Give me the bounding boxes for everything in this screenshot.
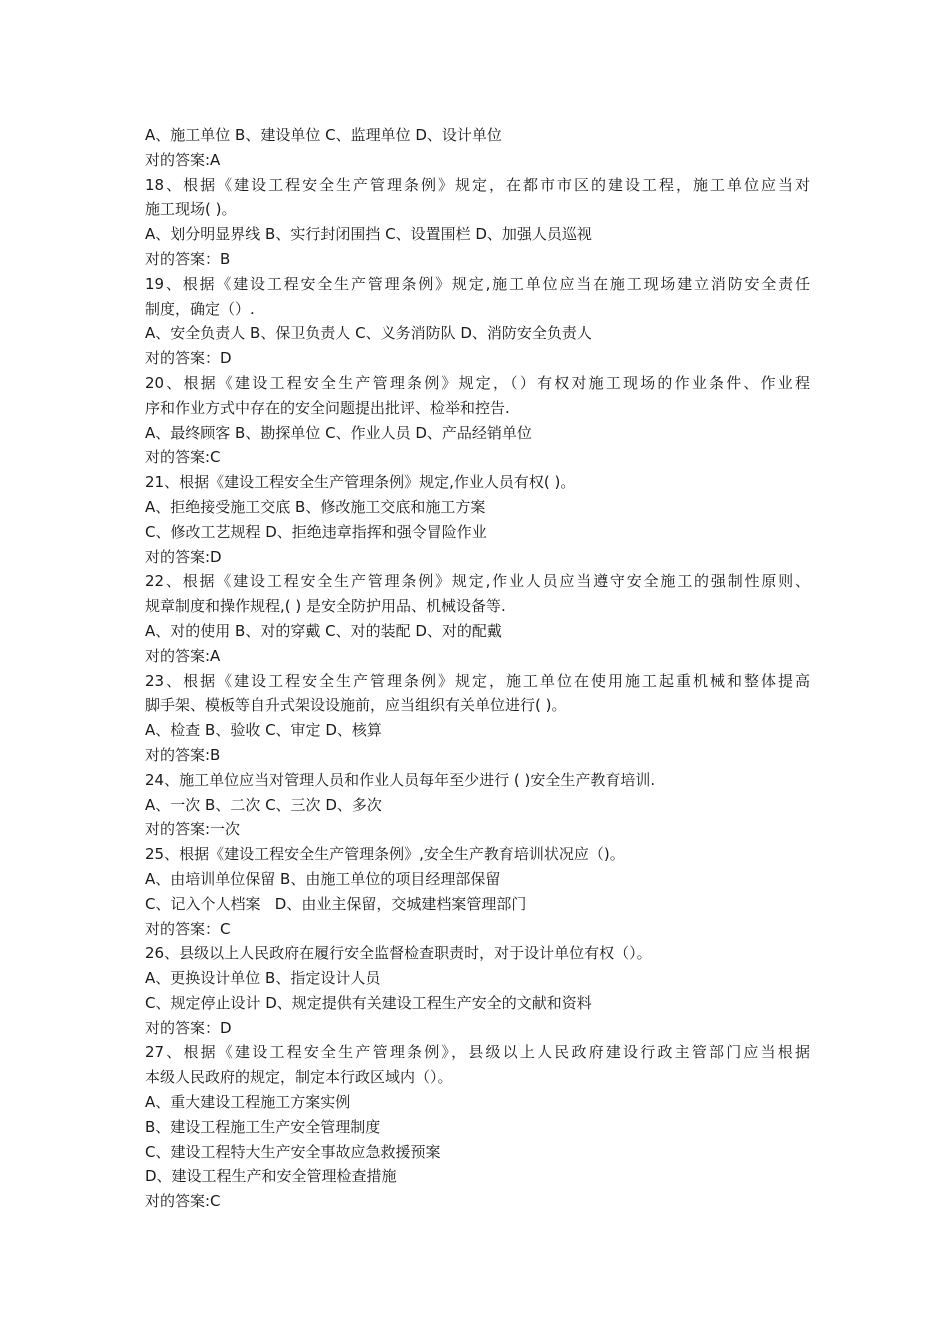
text-line: 规章制度和操作规程,( ) 是安全防护用品、机械设备等. — [145, 597, 506, 616]
text-line: 对的答案:D — [145, 547, 222, 566]
text-line: 本级人民政府的规定，制定本行政区域内（）。 — [145, 1068, 453, 1087]
text-line: 对的答案:一次 — [145, 820, 241, 839]
text-line: A、对的使用 B、对的穿戴 C、对的装配 D、对的配戴 — [145, 621, 502, 640]
text-line: 脚手架、模板等自升式架设设施前，应当组织有关单位进行( )。 — [145, 696, 567, 715]
text-line: A、更换设计单位 B、指定设计人员 — [145, 969, 381, 988]
text-line: 25、根据《建设工程安全生产管理条例》,安全生产教育培训状况应（)。 — [145, 845, 625, 864]
text-line: C、建设工程特大生产安全事故应急救援预案 — [145, 1142, 441, 1161]
text-line: 施工现场( )。 — [145, 200, 237, 219]
text-line: C、修改工艺规程 D、拒绝违章指挥和强令冒险作业 — [145, 522, 487, 541]
text-line: 26、县级以上人民政府在履行安全监督检查职责时，对于设计单位有权（）。 — [145, 944, 652, 963]
text-line: 对的答案：D — [145, 349, 232, 368]
text-line: D、建设工程生产和安全管理检查措施 — [145, 1167, 397, 1186]
text-line: 对的答案:C — [145, 448, 221, 467]
text-line: A、检查 B、验收 C、审定 D、核算 — [145, 721, 382, 740]
text-line: 22、根据《建设工程安全生产管理条例》规定,作业人员应当遵守安全施工的强制性原则、 — [145, 572, 810, 591]
text-line: A、拒绝接受施工交底 B、修改施工交底和施工方案 — [145, 497, 486, 516]
document-body — [145, 123, 810, 1214]
text-line: 21、根据《建设工程安全生产管理条例》规定,作业人员有权( )。 — [145, 473, 576, 492]
text-line: A、最终顾客 B、勘探单位 C、作业人员 D、产品经销单位 — [145, 423, 532, 442]
text-line: A、施工单位 B、建设单位 C、监理单位 D、设计单位 — [145, 126, 502, 144]
text-line: 27、根据《建设工程安全生产管理条例》，县级以上人民政府建设行政主管部门应当根据 — [145, 1043, 810, 1062]
text-line: 18、根据《建设工程安全生产管理条例》规定，在都市市区的建设工程，施工单位应当对 — [145, 175, 810, 194]
text-line: 序和作业方式中存在的安全问题提出批评、检举和控告. — [145, 398, 510, 417]
text-line: 19、根据《建设工程安全生产管理条例》规定,施工单位应当在施工现场建立消防安全责任 — [145, 274, 810, 293]
text-line: 对的答案:A — [145, 646, 221, 665]
text-line: B、建设工程施工生产安全管理制度 — [145, 1117, 381, 1136]
text-line: 对的答案:C — [145, 1192, 221, 1211]
text-line: C、规定停止设计 D、规定提供有关建设工程生产安全的文献和资料 — [145, 993, 592, 1012]
text-line: A、由培训单位保留 B、由施工单位的项目经理部保留 — [145, 869, 501, 888]
text-line: 23、根据《建设工程安全生产管理条例》规定，施工单位在使用施工起重机械和整体提高 — [145, 671, 810, 690]
text-line: A、一次 B、二次 C、三次 D、多次 — [145, 795, 382, 814]
text-line: A、划分明显界线 B、实行封闭围挡 C、设置围栏 D、加强人员巡视 — [145, 225, 592, 244]
text-line: 对的答案:B — [145, 745, 221, 764]
text-line: 20、根据《建设工程安全生产管理条例》规定，（）有权对施工现场的作业条件、作业程 — [145, 373, 810, 392]
text-line: C、记入个人档案 D、由业主保留，交城建档案管理部门 — [145, 894, 527, 913]
text-line: 对的答案：D — [145, 1018, 232, 1037]
text-line: 24、施工单位应当对管理人员和作业人员每年至少进行 ( )安全生产教育培训. — [145, 770, 656, 789]
text-line: A、安全负责人 B、保卫负责人 C、义务消防队 D、消防安全负责人 — [145, 324, 592, 343]
text-line: 对的答案：C — [145, 919, 231, 938]
text-line: 对的答案:A — [145, 150, 221, 169]
text-line: 制度，确定（）. — [145, 299, 255, 318]
text-line: A、重大建设工程施工方案实例 — [145, 1093, 351, 1112]
text-line: 对的答案：B — [145, 249, 231, 268]
